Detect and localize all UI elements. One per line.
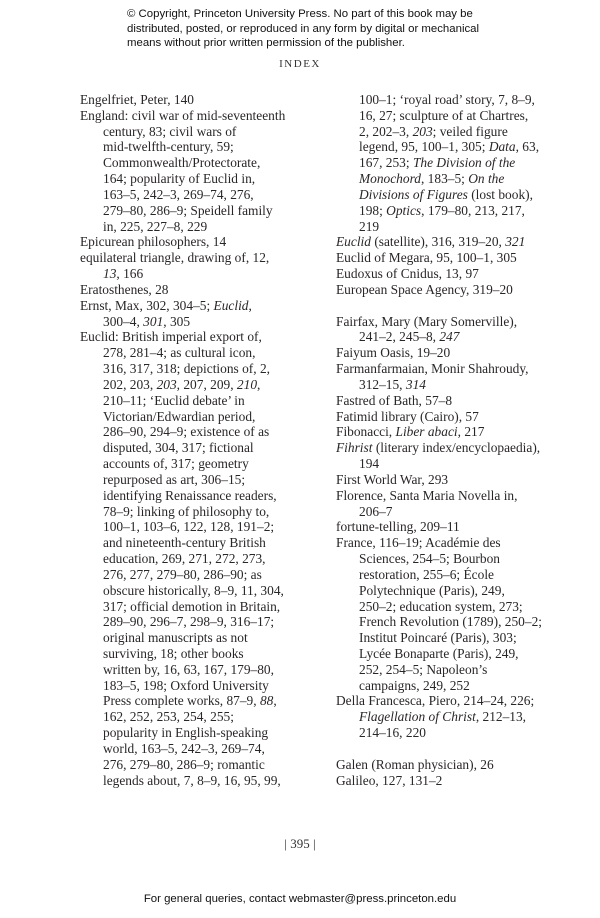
index-text: 317; official demotion in Britain,	[103, 598, 281, 614]
index-text: Fatimid library (Cairo), 57	[336, 408, 479, 424]
index-text: , 305	[163, 313, 191, 329]
index-text: Eratosthenes, 28	[80, 281, 169, 297]
index-line	[336, 187, 576, 203]
index-text-italic: 13	[103, 266, 117, 282]
index-line	[336, 709, 576, 725]
index-text: Galen (Roman physician), 26	[336, 756, 494, 772]
index-text-italic: 203	[412, 123, 433, 139]
index-line	[80, 377, 330, 393]
index-line	[336, 678, 576, 694]
index-line	[336, 219, 576, 235]
index-line	[336, 472, 576, 488]
index-line	[336, 551, 576, 567]
index-text: 214–16, 220	[359, 725, 426, 741]
index-text: Institut Poincaré (Paris), 303;	[359, 630, 517, 646]
index-line	[80, 693, 330, 709]
index-text: 183–5, 198; Oxford University	[103, 677, 269, 693]
index-text: campaigns, 249, 252	[359, 677, 470, 693]
index-line	[80, 567, 330, 583]
index-text-italic: 203	[156, 376, 177, 392]
index-line	[80, 155, 330, 171]
index-line	[80, 345, 330, 361]
index-text: 78–9; linking of philosophy to,	[103, 503, 270, 519]
index-text: 278, 281–4; as cultural icon,	[103, 345, 256, 361]
index-text-italic: 88	[259, 693, 274, 709]
index-text: French Revolution (1789), 250–2;	[359, 614, 542, 630]
index-text: , 212–13,	[475, 709, 527, 725]
index-line	[80, 662, 330, 678]
index-line	[336, 424, 576, 440]
index-line	[80, 472, 330, 488]
index-column-right	[336, 92, 576, 788]
index-text-italic: Flagellation of Christ	[359, 709, 476, 725]
index-line	[336, 583, 576, 599]
index-text: Ernst, Max, 302, 304–5;	[80, 297, 214, 313]
index-text: identifying Renaissance readers,	[103, 487, 277, 503]
index-line	[80, 614, 330, 630]
index-text: 194	[359, 456, 380, 472]
index-text: 167, 253;	[359, 155, 413, 171]
index-line	[336, 124, 576, 140]
index-text: 206–7	[359, 503, 393, 519]
index-line	[80, 646, 330, 662]
index-text: 289–90, 296–7, 298–9, 316–17;	[103, 614, 275, 630]
index-line	[336, 630, 576, 646]
index-text: and nineteenth-century British	[103, 535, 266, 551]
index-line	[80, 504, 330, 520]
index-line	[80, 599, 330, 615]
index-line	[80, 409, 330, 425]
copyright-line: © Copyright, Princeton University Press. No part of this book may be	[127, 8, 473, 20]
index-line	[80, 234, 330, 250]
index-text: Victorian/Edwardian period,	[103, 408, 256, 424]
index-text: First World War, 293	[336, 471, 449, 487]
index-line	[336, 646, 576, 662]
index-line	[80, 171, 330, 187]
index-text: (literary index/encyclopaedia),	[372, 440, 541, 456]
copyright-notice	[127, 7, 507, 51]
index-line	[336, 599, 576, 615]
index-text: Polytechnique (Paris), 249,	[359, 582, 505, 598]
index-text: Euclid of Megara, 95, 100–1, 305	[336, 250, 517, 266]
index-text: Euclid: British imperial export of,	[80, 329, 262, 345]
index-text: Commonwealth/Protectorate,	[103, 155, 261, 171]
index-text: accounts of, 317; geometry	[103, 456, 249, 472]
index-text: Faiyum Oasis, 19–20	[336, 345, 451, 361]
index-text: 279–80, 286–9; Speidell family	[103, 202, 273, 218]
footer-contact: For general queries, contact webmaster@press.princeton.edu	[143, 893, 457, 905]
index-text: England: civil war of mid-seventeenth	[80, 107, 286, 123]
index-text: , 179–80, 213, 217,	[421, 202, 525, 218]
index-text: 276, 279–80, 286–9; romantic	[103, 756, 265, 772]
index-text-italic: 210	[236, 376, 258, 392]
index-line	[336, 662, 576, 678]
index-line	[336, 488, 576, 504]
index-line	[336, 171, 576, 187]
index-text: Fairfax, Mary (Mary Somerville),	[336, 313, 518, 329]
index-spacer	[336, 741, 576, 757]
index-text: education, 269, 271, 272, 273,	[103, 551, 266, 567]
index-text: original manuscripts as not	[103, 630, 248, 646]
index-line	[80, 393, 330, 409]
index-line	[336, 92, 576, 108]
index-text: Della Francesca, Piero, 214–24, 226;	[336, 693, 535, 709]
index-line	[336, 519, 576, 535]
index-text: 312–15,	[359, 376, 406, 392]
index-text: legends about, 7, 8–9, 16, 95, 99,	[103, 772, 281, 788]
index-text: 198;	[359, 202, 387, 218]
index-text-italic: The Division of the	[412, 155, 516, 171]
index-text: equilateral triangle, drawing of, 12,	[80, 250, 270, 266]
index-text: in, 225, 227–8, 229	[103, 218, 208, 234]
index-text: Fastred of Bath, 57–8	[336, 392, 453, 408]
index-line	[336, 614, 576, 630]
index-line	[80, 92, 330, 108]
index-line	[80, 488, 330, 504]
page-number: | 395 |	[284, 836, 316, 851]
index-line	[336, 725, 576, 741]
index-line	[80, 519, 330, 535]
index-text: 100–1, 103–6, 122, 128, 191–2;	[103, 519, 275, 535]
index-text: 219	[359, 218, 380, 234]
index-text: Sciences, 254–5; Bourbon	[359, 551, 500, 567]
index-line	[80, 678, 330, 694]
index-line	[80, 298, 330, 314]
index-text: 163–5, 242–3, 269–74, 276,	[103, 186, 254, 202]
index-column-left	[80, 92, 330, 788]
index-line	[80, 266, 330, 282]
index-text: repurposed as art, 306–15;	[103, 471, 246, 487]
index-text: , 183–5;	[420, 171, 469, 187]
index-text: 276, 277, 279–80, 286–90; as	[103, 566, 262, 582]
index-line	[336, 409, 576, 425]
index-text: fortune-telling, 209–11	[336, 519, 460, 535]
index-text: 210–11; ‘Euclid debate’ in	[103, 392, 245, 408]
index-text: 241–2, 245–8,	[359, 329, 440, 345]
index-line	[336, 314, 576, 330]
index-line	[336, 504, 576, 520]
index-text: (satellite), 316, 319–20,	[370, 234, 506, 250]
index-line	[80, 282, 330, 298]
index-text: , 63,	[515, 139, 540, 155]
index-text: 16, 27; sculpture of at Chartres,	[359, 107, 529, 123]
index-text: , 166	[116, 266, 144, 282]
index-line	[80, 187, 330, 203]
index-text-italic: Divisions of Figures	[359, 186, 468, 202]
index-line	[336, 456, 576, 472]
index-line	[80, 219, 330, 235]
index-text: (lost book),	[467, 186, 533, 202]
index-text: disputed, 304, 317; fictional	[103, 440, 254, 456]
index-text: 2, 202–3,	[359, 123, 413, 139]
index-text: restoration, 255–6; École	[359, 566, 494, 582]
index-text-italic: 301	[143, 313, 164, 329]
index-line	[336, 393, 576, 409]
index-text: 164; popularity of Euclid in,	[103, 171, 256, 187]
index-text: legend, 95, 100–1, 305;	[359, 139, 489, 155]
index-line	[80, 329, 330, 345]
index-line	[80, 535, 330, 551]
index-text: 286–90, 294–9; existence of as	[103, 424, 270, 440]
index-text: surviving, 18; other books	[103, 645, 244, 661]
index-text: ,	[273, 693, 277, 709]
copyright-line: distributed, posted, or reproduced in any form by digital or mechanical	[127, 22, 480, 35]
index-text-italic: On the	[468, 171, 505, 187]
index-line	[336, 329, 576, 345]
index-line	[80, 456, 330, 472]
index-text: Fibonacci,	[336, 424, 396, 440]
index-text: Epicurean philosophers, 14	[80, 234, 227, 250]
index-text: , 217	[457, 424, 485, 440]
index-line	[336, 345, 576, 361]
index-text: Engelfriet, Peter, 140	[80, 92, 194, 107]
index-text: Eudoxus of Cnidus, 13, 97	[336, 266, 479, 282]
index-text-italic: Liber abaci	[395, 424, 458, 440]
copyright-line: means without prior written permission of the publisher.	[127, 37, 405, 49]
index-text: , 207, 209,	[176, 376, 237, 392]
index-line	[336, 567, 576, 583]
index-text: popularity in English-speaking	[103, 725, 269, 741]
index-line	[80, 124, 330, 140]
index-line	[80, 314, 330, 330]
index-text: mid-twelfth-century, 59;	[103, 139, 234, 155]
index-text-italic: Data	[488, 139, 516, 155]
index-line	[80, 551, 330, 567]
index-line	[336, 266, 576, 282]
index-text-italic: Euclid	[336, 234, 371, 250]
index-text: 100–1; ‘royal road’ story, 7, 8–9,	[359, 92, 535, 107]
index-text-italic: Optics	[386, 202, 422, 218]
index-line	[336, 250, 576, 266]
index-text: 252, 254–5; Napoleon’s	[359, 661, 488, 677]
index-text: obscure historically, 8–9, 11, 304,	[103, 582, 284, 598]
index-line	[80, 757, 330, 773]
index-line	[80, 630, 330, 646]
index-text: ; veiled figure	[432, 123, 508, 139]
index-line	[336, 108, 576, 124]
index-line	[336, 773, 576, 789]
index-text: 202, 203,	[103, 376, 157, 392]
index-line	[80, 725, 330, 741]
index-text-italic: Fihrist	[336, 440, 373, 456]
index-line	[80, 709, 330, 725]
index-spacer	[336, 298, 576, 314]
index-text: European Space Agency, 319–20	[336, 281, 513, 297]
index-line	[336, 693, 576, 709]
index-line	[80, 424, 330, 440]
index-line	[336, 440, 576, 456]
index-line	[336, 757, 576, 773]
index-text: written by, 16, 63, 167, 179–80,	[103, 661, 274, 677]
index-text-italic: Monochord	[359, 171, 421, 187]
index-line	[80, 250, 330, 266]
index-text: Lycée Bonaparte (Paris), 249,	[359, 645, 519, 661]
index-text-italic: 314	[405, 376, 426, 392]
index-text: Farmanfarmaian, Monir Shahroudy,	[336, 361, 529, 377]
index-line	[336, 155, 576, 171]
index-text: Galileo, 127, 131–2	[336, 772, 443, 788]
index-line	[80, 361, 330, 377]
index-line	[336, 234, 576, 250]
index-line	[80, 139, 330, 155]
index-line	[80, 203, 330, 219]
index-text-italic: 321	[505, 234, 526, 250]
index-line	[336, 377, 576, 393]
index-text: France, 116–19; Académie des	[336, 535, 501, 551]
running-head: INDEX	[279, 58, 321, 70]
index-line	[80, 741, 330, 757]
index-line	[336, 139, 576, 155]
index-line	[336, 361, 576, 377]
index-text: century, 83; civil wars of	[103, 123, 237, 139]
index-text: world, 163–5, 242–3, 269–74,	[103, 740, 265, 756]
index-text: 162, 252, 253, 254, 255;	[103, 709, 234, 725]
index-line	[336, 282, 576, 298]
index-text-italic: Euclid	[213, 297, 249, 313]
index-text: Florence, Santa Maria Novella in,	[336, 487, 518, 503]
index-line	[80, 773, 330, 789]
index-line	[80, 108, 330, 124]
index-text: 316, 317, 318; depictions of, 2,	[103, 361, 270, 377]
index-line	[80, 583, 330, 599]
index-line	[80, 440, 330, 456]
index-text-italic: 247	[439, 329, 460, 345]
index-text: Press complete works, 87–9,	[103, 693, 260, 709]
index-line	[336, 535, 576, 551]
index-line	[336, 203, 576, 219]
index-text: ,	[257, 376, 261, 392]
index-text: ,	[248, 297, 252, 313]
index-text: 250–2; education system, 273;	[359, 598, 523, 614]
index-text: 300–4,	[103, 313, 144, 329]
